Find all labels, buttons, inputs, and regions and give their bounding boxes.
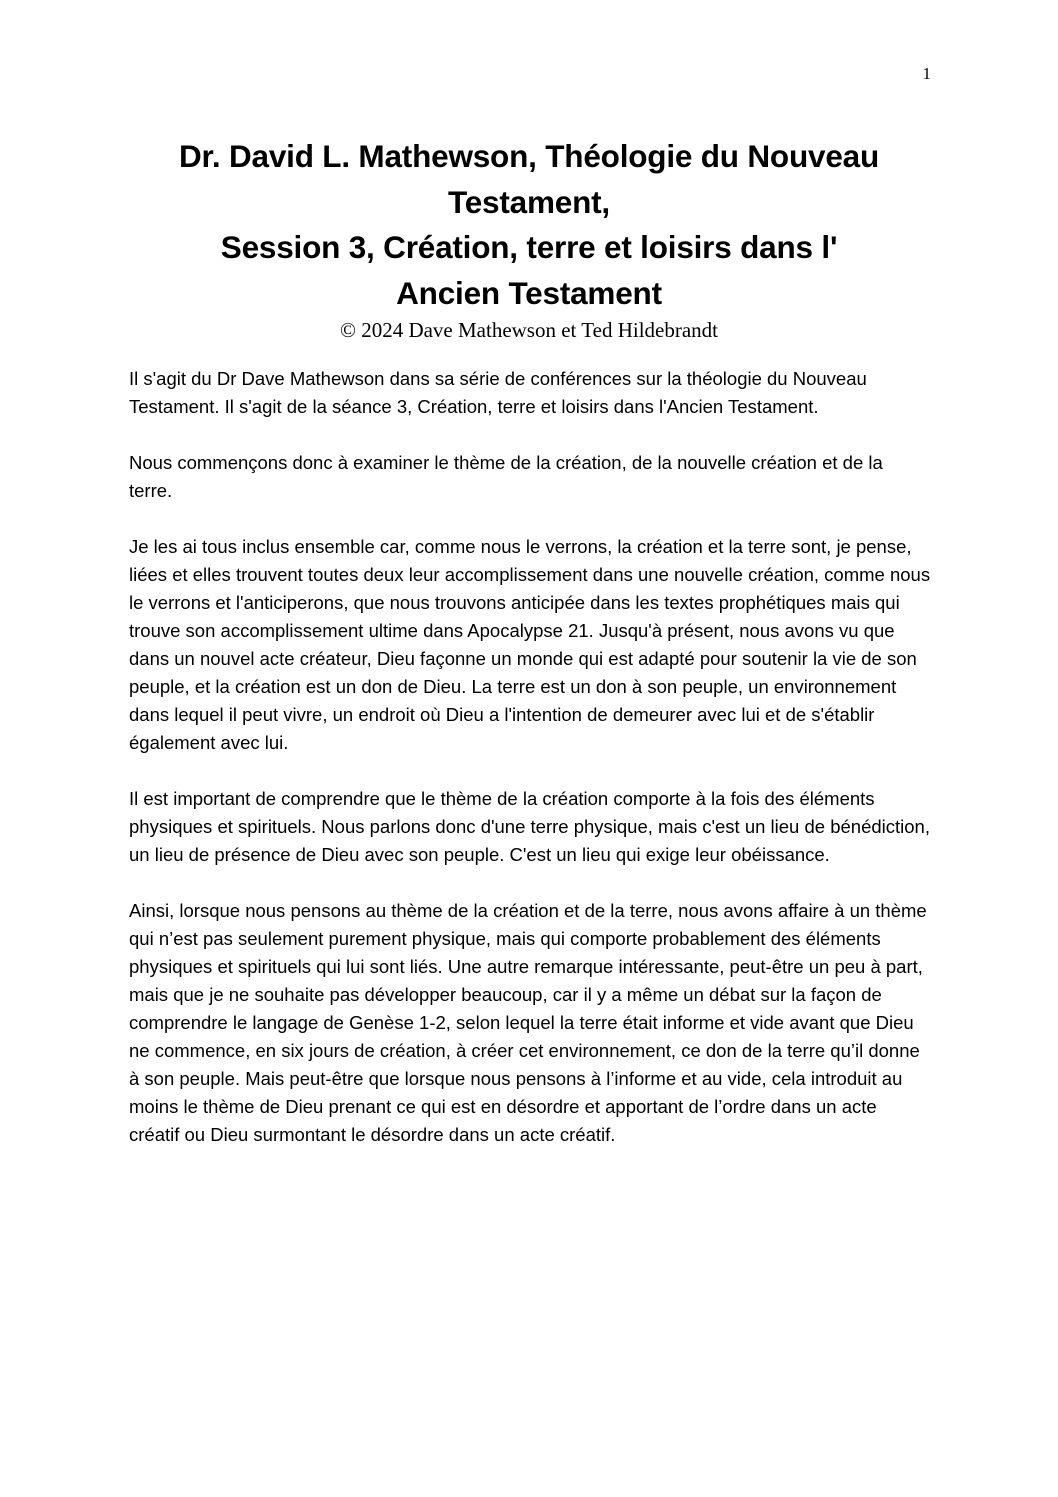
document-title: [140, 134, 918, 316]
paragraph: Il s'agit du Dr Dave Mathewson dans sa série de conférences sur la théologie du Nouveau Testament. Il s'agit de la séance 3, Création, terre et loisirs dans l'Ancien Testament.: [129, 368, 867, 417]
page-number: 1: [922, 64, 931, 83]
title-block: [140, 134, 918, 342]
copyright-line: © 2024 Dave Mathewson et Ted Hildebrandt: [339, 318, 718, 342]
paragraph: Nous commençons donc à examiner le thème de la création, de la nouvelle création et de la terre.: [129, 452, 883, 501]
title-line: Testament,: [448, 183, 610, 220]
paragraph: Il est important de comprendre que le thème de la création comporte à la fois des éléments physiques et spirituels. Nous parlons donc d'une terre physique, mais c'est un lieu de bénédiction, un lieu de présence de Dieu avec son peuple. C'est un lieu qui exige leur obéissance.: [129, 788, 930, 865]
paragraph: Ainsi, lorsque nous pensons au thème de la création et de la terre, nous avons affaire à un thème qui n’est pas seulement purement physique, mais qui comporte probablement des éléments physiques et spirituels qui lui sont liés. Une autre remarque intéressante, peut-être un peu à part, mais que je ne souhaite pas développer beaucoup, car il y a même un débat sur la façon de comprendre le langage de Genèse 1-2, selon lequel la terre était informe et vide avant que Dieu ne commence, en six jours de création, à créer cet environnement, ce don de la terre qu’il donne à son peuple. Mais peut-être que lorsque nous pensons à l’informe et au vide, cela introduit au moins le thème de Dieu prenant ce qui est en désordre et apportant de l’ordre dans un acte créatif ou Dieu surmontant le désordre dans un acte créatif.: [129, 900, 927, 1145]
document-body: [129, 365, 931, 1149]
title-line: Dr. David L. Mathewson, Théologie du Nouveau: [178, 138, 880, 174]
title-line: Ancien Testament: [396, 274, 662, 311]
paragraph: Je les ai tous inclus ensemble car, comme nous le verrons, la création et la terre sont, je pense, liées et elles trouvent toutes deux leur accomplissement dans une nouvelle création, comme nous le verrons et l'anticiperons, que nous trouvons anticipée dans les textes prophétiques mais qui trouve son accomplissement ultime dans Apocalypse 21. Jusqu'à présent, nous avons vu que dans un nouvel acte créateur, Dieu façonne un monde qui est adapté pour soutenir la vie de son peuple, et la création est un don de Dieu. La terre est un don à son peuple, un environnement dans lequel il peut vivre, un endroit où Dieu a l'intention de demeurer avec lui et de s'établir également avec lui.: [129, 536, 931, 753]
title-line: Session 3, Création, terre et loisirs dans l': [220, 229, 838, 265]
